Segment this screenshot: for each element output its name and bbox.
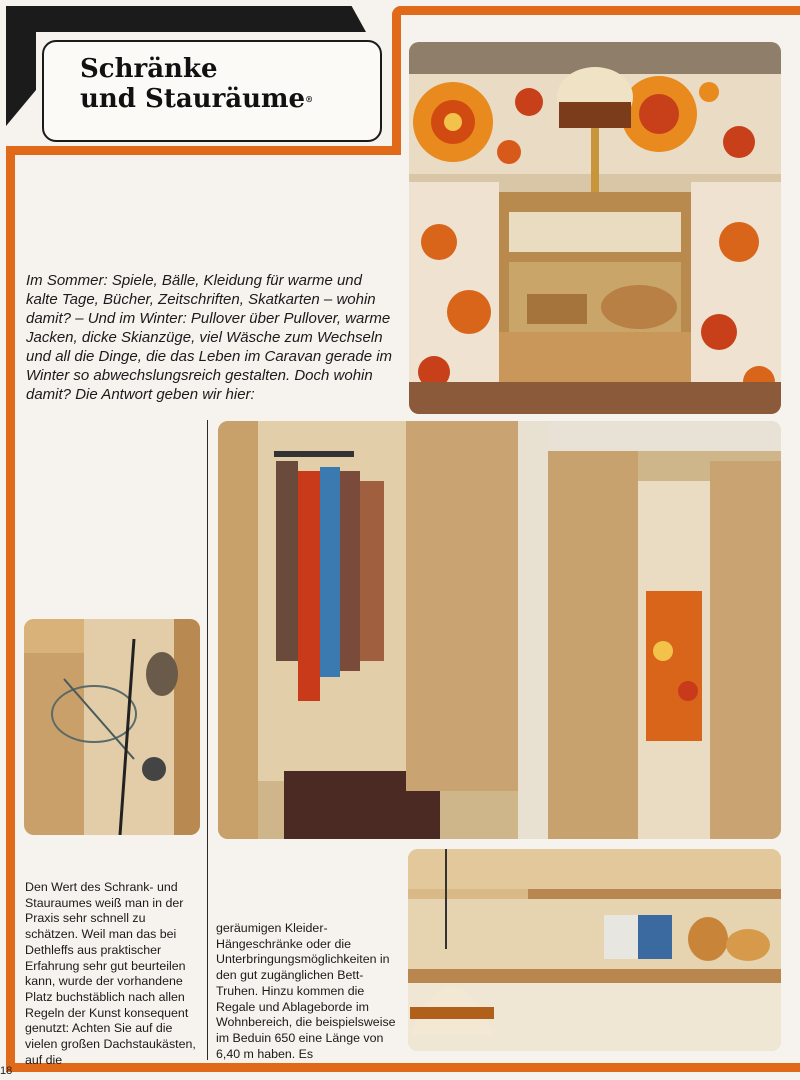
photo-wardrobe: [218, 421, 781, 839]
title-line-2: [80, 84, 313, 114]
photo-bedroom-cabinet: [409, 42, 781, 414]
photo-fishing-gear: [24, 619, 200, 835]
frame-orange-left: [6, 146, 15, 1066]
body-text-column-2: geräumigen Kleider-Hängeschränke oder die Unterbringungsmöglichkeiten in den gut zugänglichen Bett-Truhen. Hinzu kommen die Regale und Ablageborde im Wohnbereich, die beispielsweise im Beduin 650 eine Länge von 6,40 m haben. Es: [216, 921, 396, 1061]
frame-black-top: [6, 6, 366, 32]
frame-orange-middle: [6, 146, 401, 155]
column-divider: [207, 420, 208, 1060]
page-title: [80, 54, 313, 114]
frame-black-side: [6, 6, 36, 126]
intro-text: Im Sommer: Spiele, Bälle, Kleidung für warme und kalte Tage, Bücher, Zeitschriften, Skatkarten – wohin damit? – Und im Winter: Pullover über Pullover, warme Jacken, dicke Skianzüge, viel Wäsche zum Wechseln und all die Dinge, die das Leben im Caravan gerade im Winter so abwechslungsreich gestalten. Doch wohin damit? Die Antwort geben wir hier:: [26, 272, 393, 403]
frame-orange-top: [392, 6, 800, 15]
title-line-2-text: und Stauräume: [80, 84, 306, 114]
photo-shelving-lamp: [408, 849, 781, 1051]
body-text-column-1: Den Wert des Schrank- und Stauraumes weiß man in der Praxis sehr schnell zu schätzen. Weil man das bei Dethleffs aus praktischer Erfahrung sehr gut beurteilen kann, wurde der vorhandene Platz buchstäblich nach allen Regeln der Kunst konsequent genutzt: Achten Sie auf die vielen großen Dachstaukästen, auf die: [25, 880, 196, 1067]
frame-orange-upper-left: [392, 6, 401, 146]
title-line-1: Schränke: [80, 54, 218, 84]
registered-mark: ®: [305, 94, 314, 104]
page-number: 18: [0, 1065, 13, 1077]
